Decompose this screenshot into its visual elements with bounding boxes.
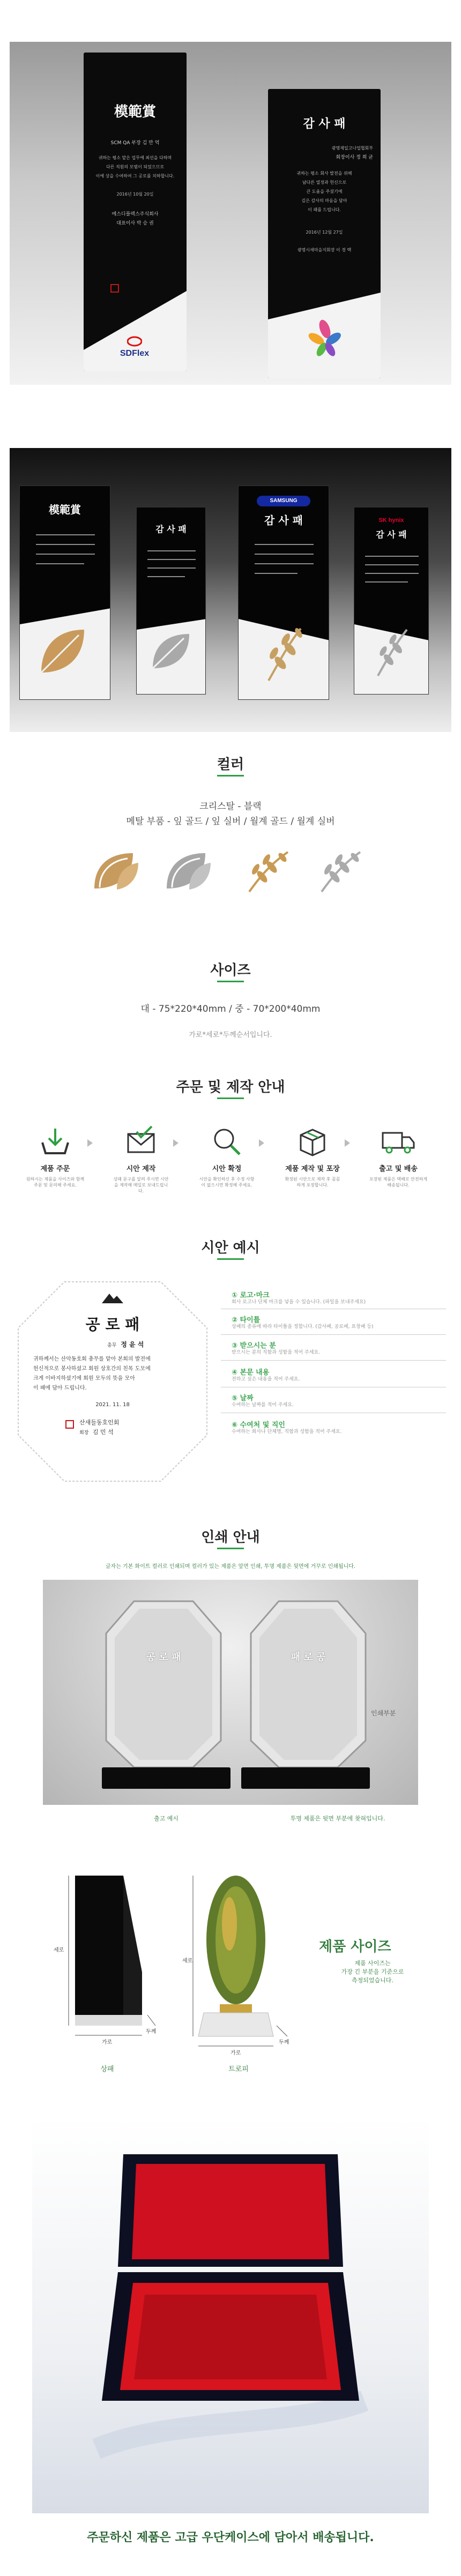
sdflex-logo [105,336,164,359]
sample-plaque-org: 산새들동호인회 [79,1419,120,1426]
crystal-front-title: 공 로 패 [146,1652,181,1663]
plaque-org: 광명시새마을지회장 이 경 택 [297,248,352,252]
mini-plaque-model-award [19,486,110,700]
size-order-note: 가로*세로*두께순서입니다. [189,1031,272,1039]
color-section-title: 컬러 [217,757,244,773]
mini-plaque-title: 模範賞 [49,503,81,516]
callout-desc: 수여하는 날짜를 적어 주세요. [232,1402,294,1408]
sample-plaque-date: 2021. 11. 18 [95,1402,130,1408]
section-underline [217,981,244,982]
sample-plaque-title: 공 로 패 [85,1316,140,1333]
product-size-title: 제품 사이즈 [319,1939,391,1955]
step-label: 시안 제작 [126,1165,156,1173]
print-caption-right: 투명 제품은 뒷면 부분에 찾혀입니다. [290,1815,385,1822]
org-role: 회장 [79,1430,89,1436]
sample-section-title: 시안 예시 [201,1240,260,1256]
trophy-side-view [182,1865,295,2058]
callout-label: ① 로고·마크 [232,1291,270,1300]
mini-plaque-appreciation-samsung [238,486,329,700]
gold-leaf-swatch-icon [90,850,141,893]
gold-laurel-icon [258,624,311,683]
color-line-metal: 메탈 부품 - 잎 골드 / 잎 실버 / 월계 골드 / 월계 실버 [126,816,335,827]
plaque-company: 에스디플렉스주식회사 [111,212,159,217]
size-dimensions: 대 - 75*220*40mm / 중 - 70*200*40mm [140,1004,321,1014]
size-photo-plaque [54,1865,161,2047]
crystal-plaque-front [102,1596,225,1773]
seal-stamp [65,1420,74,1429]
case-caption: 주문하신 제품은 고급 우단케이스에 담아서 배송됩니다. [87,2531,374,2544]
mini-plaque-title: 감 사 패 [155,524,187,534]
print-caption-left: 출고 예시 [153,1815,179,1822]
mini-plaque-appreciation-skhynix [354,507,429,695]
mini-plaque-title: 감 사 패 [376,529,407,540]
text-line [147,568,196,569]
black-base-right [241,1767,370,1789]
text-line [255,573,298,574]
dim-depth: 두께 [279,2040,289,2045]
callout-label: ⑤ 날짜 [232,1394,254,1402]
samsung-logo: SAMSUNG [257,496,310,506]
recipient-name: 정 윤 석 [121,1341,144,1348]
recipient-role: 총무 [107,1343,117,1348]
print-section-title: 인쇄 안내 [201,1529,260,1545]
black-base-left [102,1767,230,1789]
plaque-date: 2016년 12월 27일 [306,230,343,235]
text-line [365,573,419,574]
gold-laurel-swatch-icon [244,850,295,893]
colorful-flower-emblem-icon [306,317,344,360]
color-line-crystal: 크리스탈 - 블랙 [199,801,262,812]
silver-laurel-icon [369,626,415,678]
sample-plaque-org-sign [79,1428,114,1436]
hero-photo-four-plaques [10,448,451,732]
skhynix-logo: SK hynix [378,517,404,524]
sdflex-logo-text: SDFlex [120,349,150,358]
mini-plaque-title: 감 사 패 [264,514,303,527]
dim-height: 세로 [182,1958,193,1964]
dim-height: 세로 [54,1947,64,1953]
plaque-recipient-org: 광명제일고나업협회부 [331,146,373,151]
callout-desc: 수여하는 회사나 단체명, 직함과 성함을 적어 주세요. [232,1429,342,1435]
section-underline [217,1258,244,1260]
plaque-title: 감 사 패 [303,117,346,131]
callout-desc: 상패의 종류에 따라 타이틀을 정합니다. (감사패, 공로패, 표창패 등) [232,1324,374,1330]
flow-arrow-icon [345,1139,350,1147]
flow-arrow-icon [259,1139,264,1147]
silver-leaf-swatch-icon [162,850,213,893]
text-line [36,534,95,535]
text-line [36,554,95,555]
callout-label: ④ 본문 내용 [232,1369,270,1377]
velvet-case-icon [91,2149,370,2470]
callout-desc: 회사 로고나 단체 마크를 넣을 수 있습니다. (파일을 보내주세요) [232,1300,366,1305]
print-photo [43,1580,418,1805]
print-note: 글자는 기본 화이트 컬러로 인쇄되며 컬러가 있는 제품은 앞면 인쇄, 투명 제품은 뒷면에 거꾸로 인쇄됩니다. [105,1564,356,1570]
plaque-recipient: 회장이사 정 희 균 [336,155,373,160]
callout-label: ③ 받으시는 분 [232,1342,276,1350]
step-confirm [197,1125,256,1188]
step-desc: 상패 문구를 알려 주시면 시안을 제작해 메일로 보내드립니다. [113,1177,169,1193]
step-order [26,1125,85,1188]
white-wedge-base [84,291,187,371]
print-side-label: 인쇄부분 [371,1709,396,1717]
step-desc: 포장된 제품은 택배로 안전하게 배송됩니다. [369,1177,428,1188]
mountain-logo-icon [101,1291,124,1304]
trophy-caption: 트로피 [228,2065,249,2073]
hero-photo-two-plaques [10,42,451,385]
download-tray-icon [39,1125,71,1158]
step-label: 시안 확정 [212,1165,242,1173]
plaque-body: 귀하는 평소 맡은 업무에 최선을 다하며 다른 직원의 모범이 되었으므로 이에 상을 수여하여 그 공로를 치하합니다. [95,155,175,178]
text-line [365,564,419,565]
text-line [147,550,196,551]
magnifier-icon [211,1125,243,1158]
callout-divider [221,1334,446,1335]
step-desc: 원하시는 제품을 사이즈와 함께 주문 및 문의해 주세요. [26,1177,85,1188]
silver-laurel-swatch-icon [316,850,367,893]
sdflex-swirl-icon [127,336,142,347]
silver-leaf-icon [148,630,195,673]
sample-plaque-recipient [107,1340,144,1349]
order-section-title: 주문 및 제작 안내 [176,1079,285,1095]
callout-desc: 전하고 싶은 내용을 적어 주세요. [232,1377,300,1382]
plaque-title: 模範賞 [114,104,156,120]
velvet-case-photo [32,2117,429,2513]
text-line [255,554,314,555]
step-draft [111,1125,170,1194]
plaque-appreciation [268,89,381,378]
flow-arrow-icon [87,1139,93,1147]
text-line [147,559,196,560]
plaque-date: 2016년 10월 20일 [116,192,154,197]
text-line [36,544,95,545]
dim-width: 가로 [102,2040,113,2045]
plaque-body: 귀하는 평소 회사 발전을 위해 남다른 열정과 헌신으로 큰 도움을 주셨기에 깊은 감사의 마음을 담아 이 패를 드립니다. [296,171,352,212]
dim-depth: 두께 [146,2029,157,2035]
plaque-model-award [84,53,187,371]
text-line [36,563,84,564]
step-label: 출고 및 배송 [379,1165,418,1173]
flow-arrow-icon [173,1139,179,1147]
crystal-back-title: 패 로 공 [291,1652,326,1663]
step-label: 제품 주문 [40,1165,70,1173]
text-line [255,544,314,545]
crystal-plaque-back [247,1596,370,1773]
plaque-side-view [54,1865,161,2047]
plaque-ceo: 대표이사 박 승 권 [116,221,154,226]
callout-desc: 받으시는 분의 직함과 성함을 적어 주세요. [232,1350,320,1355]
step-label: 제품 제작 및 포장 [285,1165,340,1173]
truck-icon [381,1125,416,1158]
sample-plaque-body: 귀하께서는 산악동호회 총무를 맡아 본회의 발전에 헌신적으로 봉사하셨고 회원 상호간의 친목 도모에 크게 이바지하셨기에 회원 모두의 뜻을 모아 이 패에 담아 드립니다. [33,1356,151,1391]
gold-leaf-icon [36,624,95,678]
plaque-recipient: SCM QA 부장 김 만 억 [110,140,160,146]
step-ship [369,1125,428,1188]
text-line [365,556,419,557]
text-line [147,576,185,577]
box-icon [296,1125,329,1158]
dim-width: 가로 [230,2050,241,2056]
text-line [255,563,314,564]
callout-divider [221,1360,446,1361]
plaque-caption: 상패 [100,2065,114,2073]
step-desc: 확정된 시안으로 제작 후 꼼꼼하게 포장합니다. [285,1177,340,1188]
section-underline [217,1097,244,1099]
mini-plaque-appreciation-1 [136,507,206,695]
section-underline [217,1548,244,1549]
size-section-title: 사이즈 [210,962,251,979]
text-line [365,581,408,583]
envelope-check-icon [125,1125,157,1158]
step-desc: 시안을 확인하신 후 수정 사항이 없으시면 확정해 주세요. [199,1177,255,1188]
org-name: 김 민 석 [92,1429,114,1436]
callout-label: ② 타이틀 [232,1316,261,1324]
section-underline [217,775,244,776]
callout-label: ⑥ 수여처 및 직인 [232,1421,285,1429]
product-size-desc: 제품 사이즈는 가장 긴 부분을 기준으로 측정되었습니다. [341,1960,404,1984]
size-photo-trophy [182,1865,295,2058]
step-produce [283,1125,342,1188]
